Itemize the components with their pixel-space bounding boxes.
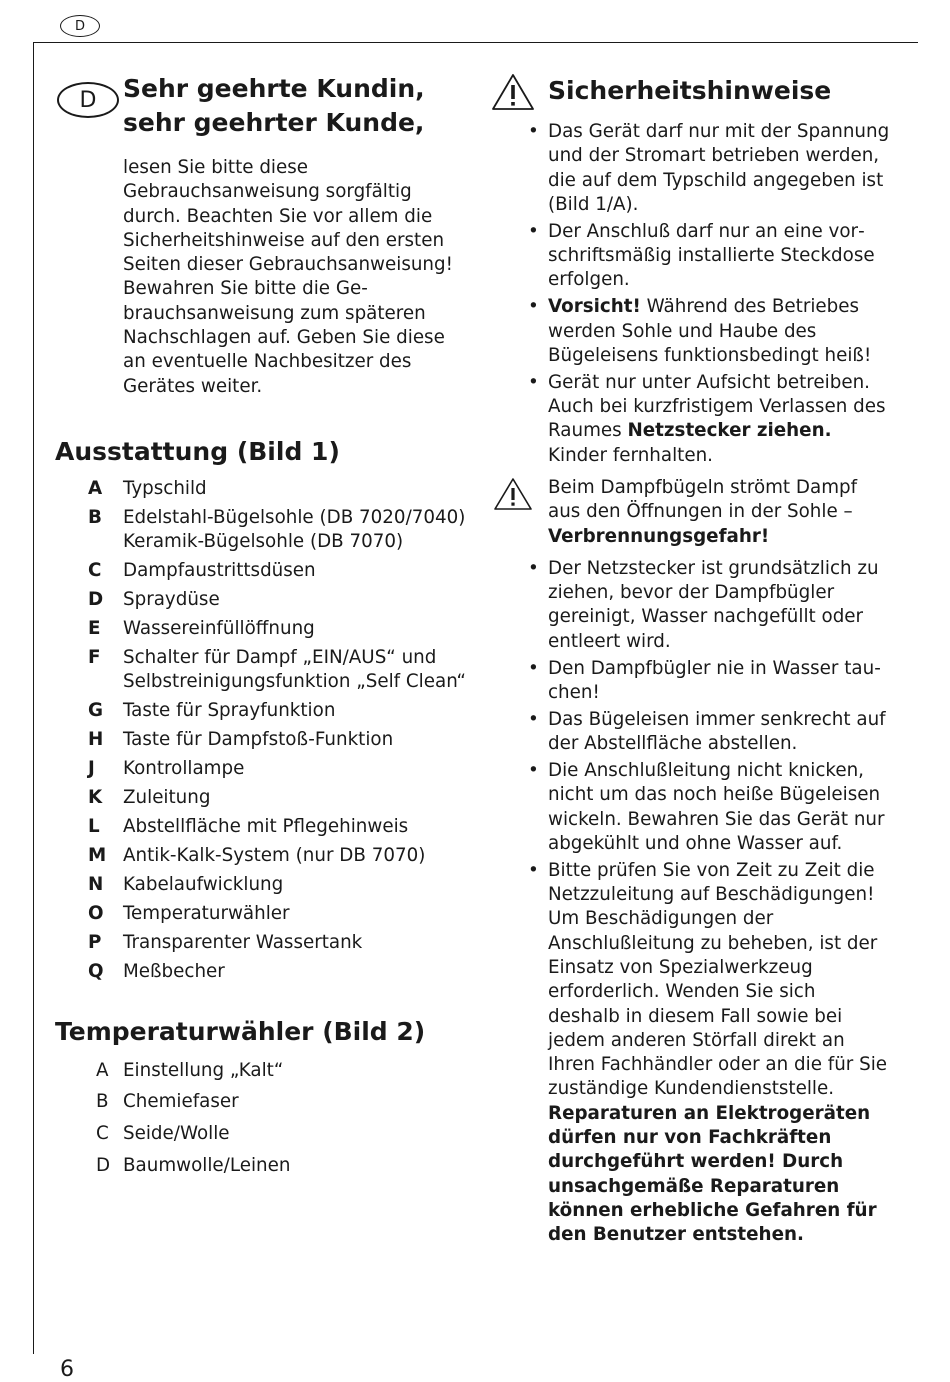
page-number: 6 — [60, 1357, 74, 1382]
list-item — [55, 931, 475, 955]
item-letter: B — [96, 1091, 109, 1113]
item-text: Der Anschluß darf nur an eine vorschriftsmäßig installierte Steckdose erfolgen. — [548, 220, 875, 291]
item-letter: F — [88, 647, 101, 669]
item-text: Das Gerät darf nur mit der Spannung und der Stromart betrieben werden, die auf dem Typschild angegeben ist (Bild 1/A). — [548, 121, 890, 215]
list-item — [490, 657, 890, 706]
item-text: Transparenter Wassertank — [123, 932, 363, 954]
item-text: Dampfaustrittsdüsen — [123, 560, 316, 582]
item-text: Gerät nur unter Aufsicht betreiben. Auch bei kurzfristigem Verlassen des Raumes — [548, 371, 886, 442]
list-item — [55, 902, 475, 926]
temperature-list — [55, 1059, 475, 1178]
list-item — [55, 1154, 475, 1178]
item-bold-tail: Verbrennungsgefahr! — [548, 525, 770, 547]
equipment-heading: Ausstattung (Bild 1) — [55, 436, 340, 466]
item-text: Wassereinfüllöffnung — [123, 618, 315, 640]
item-text: Antik-Kalk-System (nur DB 7070) — [123, 845, 426, 867]
item-text: Chemiefaser — [123, 1091, 239, 1113]
item-bold-mid: Netzstecker ziehen. — [627, 420, 832, 442]
item-text: Edelstahl-Bügelsohle (DB 7020/7040) Keramik-Bügelsohle (DB 7070) — [123, 506, 466, 553]
item-text: Typschild — [123, 477, 207, 499]
item-letter: Q — [88, 961, 104, 983]
intro-paragraph: lesen Sie bitte diese Gebrauchsanweisung sorgfältig durch. Beachten Sie vor allem die Sicherheitshinweise auf den ersten Seiten dieser Gebrauchsanweisung! Bewahren Sie bitte die Gebrauchsanweisung zum späteren Nachschlagen auf. Geben Sie diese an eventuelle Nachbesitzer des Gerätes weiter. — [123, 157, 453, 397]
item-letter: K — [88, 787, 103, 809]
list-item — [55, 844, 475, 868]
warning-triangle-icon — [492, 476, 534, 512]
list-item — [55, 559, 475, 583]
item-letter: O — [88, 903, 104, 925]
list-item — [55, 873, 475, 897]
item-letter: H — [88, 729, 104, 751]
item-bold-tail: Reparaturen an Elektrogeräten dürfen nur von Fachkräften durchgeführt werden! Durch unsachgemäße Reparaturen können erhebliche Gefahren für den Benutzer entstehen. — [548, 1102, 877, 1246]
bullet-icon: • — [528, 859, 539, 881]
list-item — [55, 815, 475, 839]
item-text: Abstellfläche mit Pflegehinweis — [123, 816, 409, 838]
item-text: Die Anschlußleitung nicht knicken, nicht um das noch heiße Bügeleisen wickeln. Bewahren Sie das Gerät nur abgekühlt und ohne Wasser auf. — [548, 759, 885, 854]
item-text: Kabelaufwicklung — [123, 874, 284, 896]
bullet-icon: • — [528, 371, 539, 393]
item-bold-lead: Vorsicht! — [548, 296, 641, 318]
list-item — [55, 1059, 475, 1083]
list-item — [490, 295, 890, 368]
list-item — [490, 859, 890, 1248]
equipment-list — [55, 477, 475, 985]
item-text: Meßbecher — [123, 961, 225, 983]
item-text: Den Dampfbügler nie in Wasser tauchen! — [548, 657, 881, 703]
item-letter: G — [88, 700, 104, 722]
item-letter: L — [88, 816, 100, 838]
bullet-icon: • — [528, 657, 539, 679]
item-text: Der Netzstecker ist grundsätzlich zu ziehen, bevor der Dampfbügler gereinigt, Wasser nachgefüllt oder entleert wird. — [548, 557, 879, 652]
left-column — [55, 72, 475, 1185]
item-text: Beim Dampfbügeln strömt Dampf aus den Öffnungen in der Sohle – — [548, 476, 858, 523]
list-item — [55, 617, 475, 641]
list-item — [55, 728, 475, 752]
list-item — [55, 588, 475, 612]
list-item — [55, 646, 475, 695]
list-item — [490, 371, 890, 468]
greeting-heading — [123, 72, 475, 140]
item-letter: D — [96, 1154, 111, 1176]
item-text: Während des Betriebes werden Sohle und Haube des Bügeleisens funktionsbedingt heiß! — [548, 296, 872, 366]
list-item — [490, 557, 890, 654]
list-item — [55, 506, 475, 555]
list-item — [55, 1090, 475, 1114]
list-item — [490, 759, 890, 856]
item-letter: A — [88, 477, 103, 499]
item-letter: P — [88, 932, 102, 954]
item-text: Zuleitung — [123, 787, 211, 809]
bullet-icon: • — [528, 296, 539, 318]
item-letter: M — [88, 845, 107, 867]
item-text: Taste für Dampfstoß-Funktion — [123, 729, 394, 751]
list-item — [55, 757, 475, 781]
item-text: Einstellung „Kalt“ — [123, 1059, 284, 1081]
item-letter: C — [88, 560, 102, 582]
item-letter: A — [96, 1059, 109, 1081]
language-badge: D — [57, 82, 119, 118]
bullet-icon: • — [528, 708, 539, 730]
safety-heading: Sicherheitshinweise — [548, 76, 832, 105]
warning-item — [490, 476, 890, 549]
item-text: Kontrollampe — [123, 758, 245, 780]
item-text-after: Kinder fernhalten. — [548, 444, 713, 466]
item-letter: E — [88, 618, 101, 640]
side-rule — [33, 42, 34, 1354]
safety-list — [490, 120, 890, 1248]
item-letter: D — [88, 589, 104, 611]
greeting-line-1: Sehr geehrte Kundin, — [123, 74, 425, 103]
item-text: Schalter für Dampf „EIN/AUS“ und Selbstreinigungsfunktion „Self Clean“ — [123, 647, 466, 693]
item-text: Baumwolle/Leinen — [123, 1154, 291, 1176]
item-text: Temperaturwähler — [123, 903, 290, 925]
item-letter: C — [96, 1123, 109, 1144]
list-item — [55, 1122, 475, 1146]
list-item — [55, 786, 475, 810]
list-item — [55, 960, 475, 984]
item-text: Das Bügeleisen immer senkrecht auf der Abstellfläche abstellen. — [548, 708, 886, 755]
list-item — [55, 699, 475, 723]
bullet-icon: • — [528, 759, 539, 781]
safety-header — [490, 72, 890, 112]
item-text: Bitte prüfen Sie von Zeit zu Zeit die Netzzuleitung auf Beschädigungen! Um Beschädigungen der Anschlußleitung zu beheben, ist der Einsatz von Spezialwerkzeug erforderlich. Wenden Sie sich deshalb in diesem Fall sowie bei jedem anderen Störfall direkt an Ihren Fachhändler oder an die für Sie zuständige Kundendienststelle. — [548, 859, 888, 1100]
list-item — [490, 220, 890, 293]
item-text: Spraydüse — [123, 589, 220, 611]
list-item — [55, 477, 475, 501]
temperature-heading: Temperaturwähler (Bild 2) — [55, 1016, 426, 1046]
item-letter: B — [88, 506, 102, 528]
right-column — [490, 72, 890, 1250]
greeting-line-2: sehr geehrter Kunde, — [123, 108, 425, 137]
list-item — [490, 120, 890, 217]
bullet-icon: • — [528, 121, 539, 142]
header-rule — [33, 42, 918, 43]
language-badge-header: D — [60, 15, 100, 37]
bullet-icon: • — [528, 557, 539, 579]
item-text: Taste für Sprayfunktion — [123, 700, 336, 722]
item-text: Seide/Wolle — [123, 1123, 230, 1144]
warning-triangle-icon — [490, 72, 536, 112]
bullet-icon: • — [528, 220, 539, 242]
list-item — [490, 708, 890, 757]
item-letter: N — [88, 874, 104, 896]
item-letter: J — [88, 758, 95, 780]
